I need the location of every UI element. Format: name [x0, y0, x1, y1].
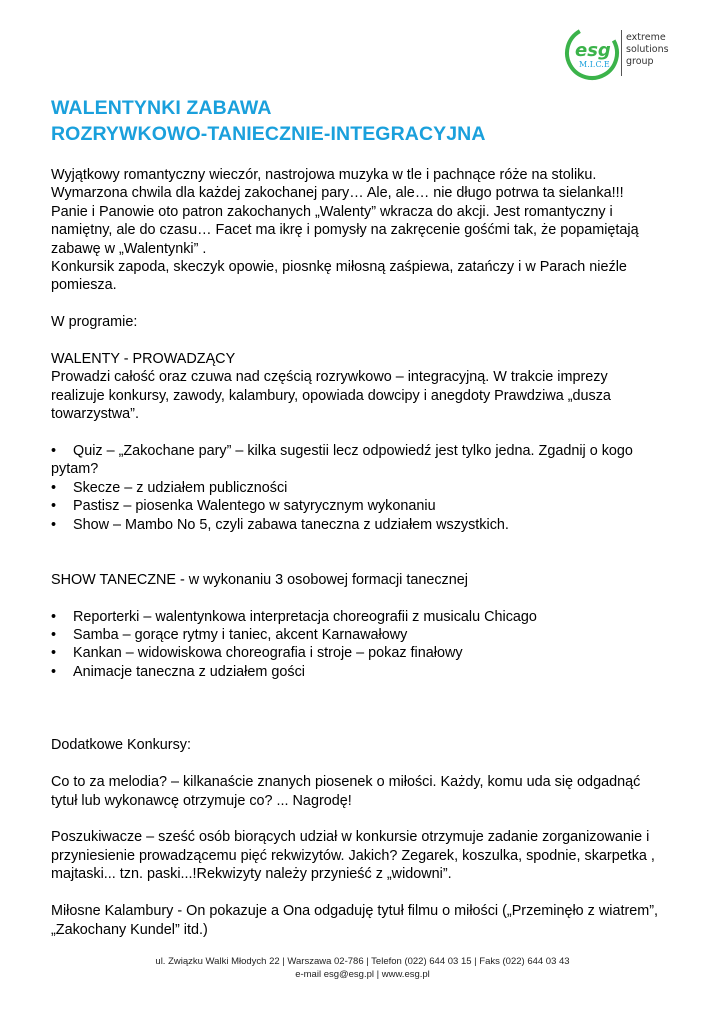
- extra-heading: Dodatkowe Konkursy:: [51, 737, 191, 754]
- program-heading: W programie:: [51, 314, 138, 331]
- host-list: [51, 442, 681, 460]
- host-line: Prowadzi całość oraz czuwa nad częścią rozrywkowo – integracyjną. W trakcie imprezy: [51, 369, 608, 386]
- list-item: • Samba – gorące rytmy i taniec, akcent Karnawałowy: [51, 626, 681, 644]
- charades-line: „Zakochany Kundel” itd.): [51, 921, 208, 938]
- intro-line: pomiesza.: [51, 277, 117, 294]
- logo-line-3: group: [626, 56, 654, 67]
- logo-mark-text: esg: [575, 40, 611, 61]
- document-body: [51, 166, 681, 939]
- quiz-continuation: pytam?: [51, 461, 99, 478]
- charades-line: Miłosne Kalambury - On pokazuje a Ona odgaduję tytuł filmu o miłości („Przeminęło z wiatrem”,: [51, 903, 659, 920]
- melody-line: tytuł lub wykonawcę otrzymuje co? ... Nagrodę!: [51, 792, 352, 809]
- logo-sub-text: M.I.C.E: [579, 60, 610, 69]
- footer-address: ul. Związku Walki Młodych 22 | Warszawa 02-786 | Telefon (022) 644 03 15 | Faks (022) 644 03 43: [155, 956, 570, 967]
- list-item: • Show – Mambo No 5, czyli zabawa taneczna z udziałem wszystkich.: [51, 516, 681, 534]
- intro-line: zabawę w „Walentynki” .: [51, 240, 207, 257]
- list-item: • Skecze – z udziałem publiczności: [51, 479, 681, 497]
- logo-wordmark: [626, 32, 669, 68]
- list-item: • Animacje taneczna z udziałem gości: [51, 663, 681, 681]
- seekers-line: przyniesienie prowadzącemu pięć rekwizytów. Jakich? Zegarek, koszulka, spodnie, skarpetka ,: [51, 847, 655, 864]
- list-item: • Quiz – „Zakochane pary” – kilka sugestii lecz odpowiedź jest tylko jedna. Zgadnij o kogo: [51, 442, 681, 460]
- list-item: • Kankan – widowiskowa choreografia i stroje – pokaz finałowy: [51, 644, 681, 662]
- intro-line: namiętny, ale do czasu… Facet ma ikrę i pomysły na zakręcenie gośćmi tak, że popamiętają: [51, 222, 639, 239]
- list-item: • Pastisz – piosenka Walentego w satyrycznym wykonaniu: [51, 497, 681, 515]
- host-line: towarzystwa”.: [51, 406, 139, 423]
- intro-line: Konkursik zapoda, skeczyk opowie, piosnkę miłosną zaśpiewa, zatańczy i w Parach nieźle: [51, 259, 627, 276]
- logo-divider: [621, 30, 622, 76]
- intro-line: Wymarzona chwila dla każdej zakochanej pary… Ale, ale… nie długo potrwa ta sielanka!!!: [51, 185, 624, 202]
- logo-line-1: extreme: [626, 32, 666, 43]
- document-title: [51, 95, 486, 147]
- footer-contact: e-mail esg@esg.pl | www.esg.pl: [295, 968, 430, 980]
- dance-heading: SHOW TANECZNE - w wykonaniu 3 osobowej formacji tanecznej: [51, 571, 468, 588]
- title-line-2: ROZRYWKOWO-TANIECZNIE-INTEGRACYJNA: [51, 123, 486, 145]
- host-list-continued: [51, 479, 681, 534]
- host-heading: WALENTY - PROWADZĄCY: [51, 351, 236, 368]
- melody-line: Co to za melodia? – kilkanaście znanych piosenek o miłości. Każdy, komu uda się odgadnąć: [51, 774, 641, 791]
- logo-line-2: solutions: [626, 44, 669, 55]
- intro-line: Panie i Panowie oto patron zakochanych „Walenty” wkracza do akcji. Jest romantyczny i: [51, 203, 613, 220]
- page-footer: [0, 956, 725, 981]
- seekers-line: Poszukiwacze – sześć osób biorących udział w konkursie otrzymuje zadanie zorganizowanie i: [51, 829, 650, 846]
- seekers-line: majtaski... tzn. paski...!Rekwizyty należy przynieść z „widowni”.: [51, 866, 452, 883]
- host-line: realizuje konkursy, zawody, kalambury, opowiada dowcipy i anegdoty Prawdziwa „dusza: [51, 387, 611, 404]
- intro-line: Wyjątkowy romantyczny wieczór, nastrojowa muzyka w tle i pachnące róże na stoliku.: [51, 167, 597, 183]
- title-line-1: WALENTYNKI ZABAWA: [51, 97, 272, 119]
- dance-list: [51, 608, 681, 682]
- list-item: • Reporterki – walentynkowa interpretacja choreografii z musicalu Chicago: [51, 608, 681, 626]
